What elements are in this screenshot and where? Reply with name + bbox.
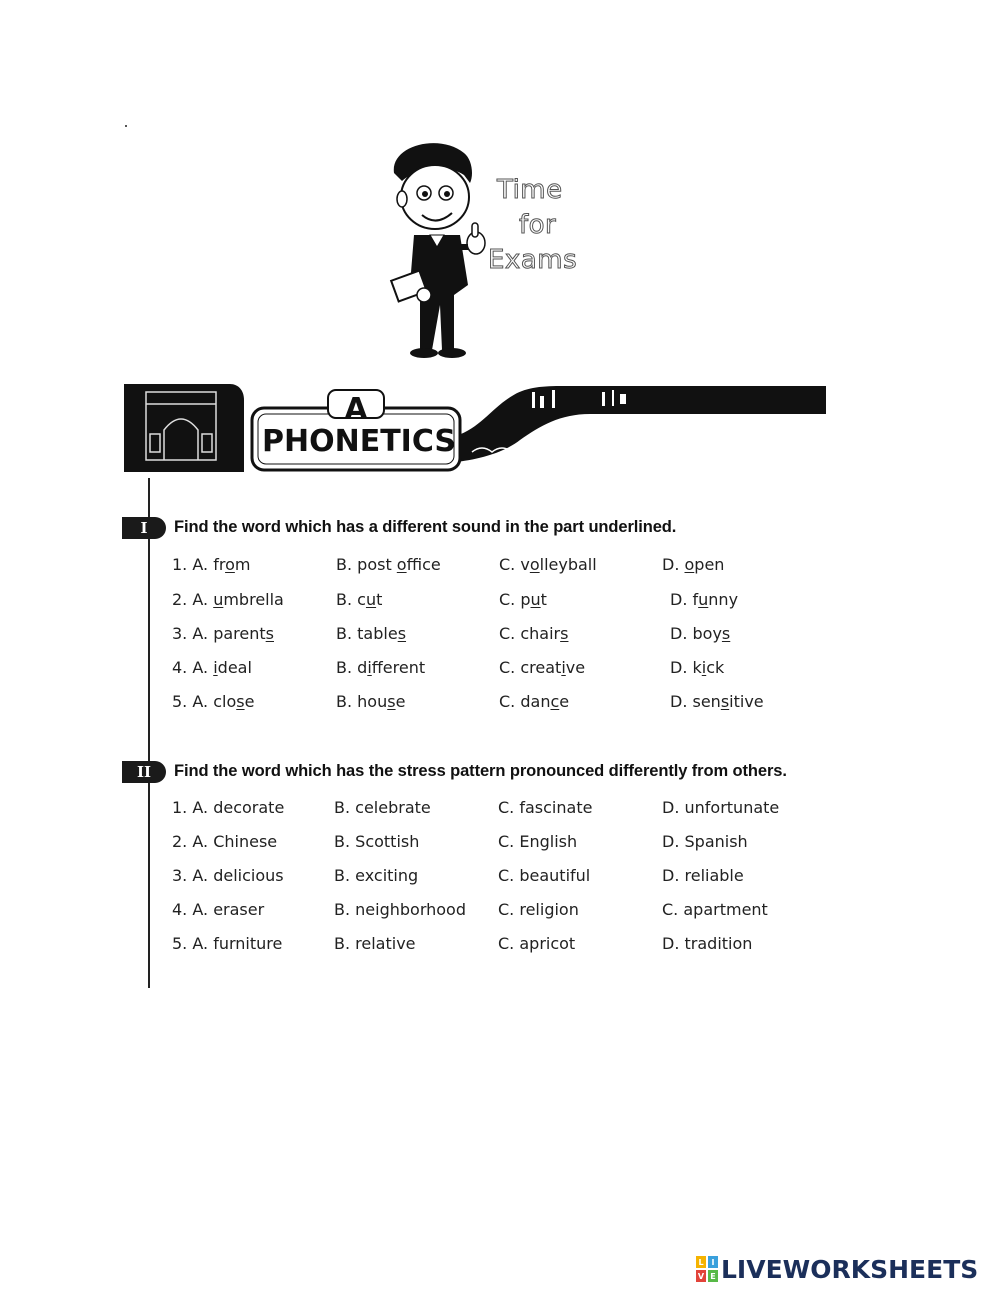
answer-option[interactable] xyxy=(498,866,590,885)
answer-option[interactable] xyxy=(336,624,406,643)
answer-option[interactable] xyxy=(172,692,254,711)
brand-name: LIVEWORKSHEETS xyxy=(721,1254,979,1284)
option-word-part: creat xyxy=(520,658,562,677)
answer-option[interactable] xyxy=(498,900,579,919)
question-number: 1. xyxy=(172,798,188,817)
left-margin-rule xyxy=(148,478,150,988)
option-letter: C. xyxy=(499,692,516,711)
option-word-part: k xyxy=(692,658,702,677)
option-word-part: hou xyxy=(357,692,388,711)
answer-option[interactable] xyxy=(662,934,752,953)
question-row xyxy=(172,900,792,924)
option-letter: A. xyxy=(192,692,209,711)
underlined-sound: u xyxy=(698,590,709,609)
option-letter: D. xyxy=(670,624,688,643)
option-word-part: nny xyxy=(708,590,739,609)
underlined-sound: s xyxy=(397,624,407,643)
option-word-part: reliable xyxy=(684,866,744,885)
option-word-part: unfortunate xyxy=(684,798,780,817)
liveworksheets-brand xyxy=(696,1253,978,1285)
option-word-part: fr xyxy=(213,555,226,574)
underlined-sound: s xyxy=(387,692,396,711)
answer-option[interactable] xyxy=(670,590,738,609)
title-line-exams: Exams xyxy=(488,245,578,275)
option-letter: C. xyxy=(499,624,516,643)
option-letter: C. xyxy=(662,900,679,919)
answer-option[interactable] xyxy=(670,658,724,677)
option-word-part: ck xyxy=(706,658,725,677)
svg-text:I: I xyxy=(711,1258,715,1267)
option-word-part: ve xyxy=(565,658,586,677)
question-number: 2. xyxy=(172,832,188,851)
underlined-sound: u xyxy=(213,590,224,609)
svg-text:V: V xyxy=(697,1272,705,1281)
answer-option[interactable] xyxy=(670,692,764,711)
question-number: 4. xyxy=(172,658,188,677)
question-row xyxy=(172,866,792,890)
option-letter: B. xyxy=(336,692,353,711)
option-letter: C. xyxy=(498,934,515,953)
option-letter: C. xyxy=(498,832,515,851)
option-word-part: lleyball xyxy=(539,555,597,574)
option-word-part: pen xyxy=(694,555,725,574)
exercise-number-badge: II xyxy=(122,761,166,783)
option-word-part: English xyxy=(519,832,578,851)
answer-option[interactable] xyxy=(334,866,418,885)
answer-option[interactable] xyxy=(499,555,597,574)
option-letter: D. xyxy=(662,866,680,885)
option-word-part: v xyxy=(520,555,530,574)
option-word-part: celebrate xyxy=(355,798,431,817)
option-word-part: ffice xyxy=(406,555,441,574)
option-word-part: Chinese xyxy=(213,832,278,851)
title-line-for: for xyxy=(519,210,557,240)
option-letter: A. xyxy=(192,590,209,609)
option-letter: B. xyxy=(334,866,351,885)
title-line-time: Time xyxy=(497,175,563,205)
option-word-part: boy xyxy=(692,624,722,643)
option-word-part: table xyxy=(357,624,398,643)
question-number: 3. xyxy=(172,624,188,643)
option-letter: D. xyxy=(670,692,688,711)
option-letter: A. xyxy=(192,555,209,574)
option-word-part: f xyxy=(692,590,699,609)
mascot-boy-illustration xyxy=(380,135,500,360)
option-word-part: m xyxy=(234,555,251,574)
answer-option[interactable] xyxy=(499,692,569,711)
underlined-sound: o xyxy=(225,555,235,574)
option-letter: B. xyxy=(334,798,351,817)
answer-option[interactable] xyxy=(334,900,466,919)
underlined-sound: i xyxy=(701,658,707,677)
scan-speck xyxy=(125,125,127,127)
option-word-part: e xyxy=(395,692,406,711)
option-word-part: c xyxy=(357,590,366,609)
option-word-part: exciting xyxy=(355,866,419,885)
underlined-sound: s xyxy=(721,624,731,643)
underlined-sound: u xyxy=(530,590,541,609)
option-word-part: p xyxy=(520,590,531,609)
option-word-part: t xyxy=(376,590,383,609)
underlined-sound: s xyxy=(560,624,569,643)
option-letter: A. xyxy=(192,934,209,953)
question-row xyxy=(172,798,792,822)
option-letter: D. xyxy=(670,658,688,677)
option-word-part: parent xyxy=(213,624,266,643)
underlined-sound: i xyxy=(561,658,566,677)
question-row xyxy=(172,934,792,958)
option-word-part: chair xyxy=(520,624,561,643)
answer-option[interactable] xyxy=(662,555,724,574)
option-word-part: beautiful xyxy=(519,866,591,885)
underlined-sound: o xyxy=(529,555,540,574)
question-row xyxy=(172,590,792,614)
answer-option[interactable] xyxy=(662,900,768,919)
option-letter: B. xyxy=(336,658,353,677)
question-number: 3. xyxy=(172,866,188,885)
option-word-part: furniture xyxy=(213,934,283,953)
answer-option[interactable] xyxy=(336,590,382,609)
option-word-part: e xyxy=(244,692,255,711)
question-row xyxy=(172,624,792,648)
option-word-part: dan xyxy=(520,692,551,711)
option-letter: A. xyxy=(192,798,209,817)
underlined-sound: s xyxy=(265,624,274,643)
answer-option[interactable] xyxy=(172,658,252,677)
answer-option[interactable] xyxy=(172,934,282,953)
option-letter: B. xyxy=(336,555,353,574)
answer-option[interactable] xyxy=(172,900,264,919)
answer-option[interactable] xyxy=(172,590,284,609)
underlined-sound: i xyxy=(213,658,218,677)
option-letter: C. xyxy=(499,658,516,677)
option-word-part: t xyxy=(540,590,547,609)
underlined-sound: s xyxy=(236,692,245,711)
option-word-part: itive xyxy=(729,692,764,711)
answer-option[interactable] xyxy=(172,832,277,851)
underlined-sound: c xyxy=(550,692,560,711)
underlined-sound: o xyxy=(396,555,407,574)
option-letter: A. xyxy=(192,658,209,677)
question-number: 1. xyxy=(172,555,188,574)
question-row xyxy=(172,555,792,579)
answer-option[interactable] xyxy=(670,624,730,643)
option-word-part: e xyxy=(559,692,570,711)
option-word-part: d xyxy=(357,658,368,677)
answer-option[interactable] xyxy=(172,866,284,885)
option-letter: C. xyxy=(498,866,515,885)
option-word-part: tradition xyxy=(684,934,753,953)
question-number: 4. xyxy=(172,900,188,919)
answer-option[interactable] xyxy=(172,624,274,643)
option-word-part: mbrella xyxy=(223,590,284,609)
option-letter: C. xyxy=(499,555,516,574)
option-letter: A. xyxy=(192,832,209,851)
question-number: 5. xyxy=(172,692,188,711)
option-letter: D. xyxy=(662,934,680,953)
option-letter: D. xyxy=(670,590,688,609)
option-word-part: delicious xyxy=(213,866,284,885)
answer-option[interactable] xyxy=(498,798,592,817)
answer-option[interactable] xyxy=(499,590,547,609)
option-word-part: fascinate xyxy=(519,798,593,817)
option-word-part: relative xyxy=(355,934,416,953)
option-letter: A. xyxy=(192,624,209,643)
option-word-part: eraser xyxy=(213,900,265,919)
underlined-sound: u xyxy=(365,590,377,609)
option-word-part: religion xyxy=(519,900,579,919)
option-word-part: sen xyxy=(692,692,721,711)
liveworksheets-logo-icon xyxy=(696,1256,718,1282)
exercise-instruction: Find the word which has a different sound in the part underlined. xyxy=(174,518,677,536)
option-letter: D. xyxy=(662,832,680,851)
svg-text:L: L xyxy=(698,1258,704,1267)
option-letter: C. xyxy=(498,798,515,817)
answer-option[interactable] xyxy=(662,798,779,817)
answer-option[interactable] xyxy=(336,658,425,677)
option-letter: C. xyxy=(499,590,516,609)
section-title: PHONETICS xyxy=(262,424,457,459)
answer-option[interactable] xyxy=(172,798,284,817)
option-letter: C. xyxy=(498,900,515,919)
option-word-part: post xyxy=(357,555,397,574)
answer-option[interactable] xyxy=(334,832,419,851)
answer-option[interactable] xyxy=(498,832,577,851)
answer-option[interactable] xyxy=(662,866,744,885)
option-word-part: decorate xyxy=(213,798,285,817)
answer-option[interactable] xyxy=(334,798,431,817)
question-row xyxy=(172,692,792,716)
section-banner xyxy=(120,378,828,478)
option-letter: B. xyxy=(336,624,353,643)
option-word-part: apartment xyxy=(683,900,768,919)
option-word-part: neighborhood xyxy=(355,900,466,919)
option-letter: A. xyxy=(192,866,209,885)
answer-option[interactable] xyxy=(336,555,441,574)
option-word-part: apricot xyxy=(519,934,576,953)
question-row xyxy=(172,832,792,856)
answer-option[interactable] xyxy=(662,832,748,851)
answer-option[interactable] xyxy=(499,658,585,677)
option-letter: B. xyxy=(334,832,351,851)
exercise-instruction: Find the word which has the stress pattern pronounced differently from others. xyxy=(174,762,787,780)
section-letter: A xyxy=(344,392,368,427)
underlined-sound: s xyxy=(720,692,730,711)
question-number: 5. xyxy=(172,934,188,953)
answer-option[interactable] xyxy=(336,692,405,711)
question-number: 2. xyxy=(172,590,188,609)
answer-option[interactable] xyxy=(499,624,568,643)
underlined-sound: i xyxy=(367,658,372,677)
option-letter: D. xyxy=(662,798,680,817)
option-word-part: fferent xyxy=(371,658,426,677)
option-letter: B. xyxy=(334,900,351,919)
option-word-part: clo xyxy=(213,692,237,711)
question-row xyxy=(172,658,792,682)
answer-option[interactable] xyxy=(334,934,416,953)
underlined-sound: o xyxy=(684,555,695,574)
svg-text:E: E xyxy=(710,1272,716,1281)
option-letter: A. xyxy=(192,900,209,919)
answer-option[interactable] xyxy=(498,934,575,953)
exercise-number-badge: I xyxy=(122,517,166,539)
option-letter: B. xyxy=(336,590,353,609)
option-letter: D. xyxy=(662,555,680,574)
option-word-part: Scottish xyxy=(355,832,420,851)
option-word-part: Spanish xyxy=(684,832,748,851)
option-word-part: deal xyxy=(217,658,252,677)
answer-option[interactable] xyxy=(172,555,250,574)
option-letter: B. xyxy=(334,934,351,953)
